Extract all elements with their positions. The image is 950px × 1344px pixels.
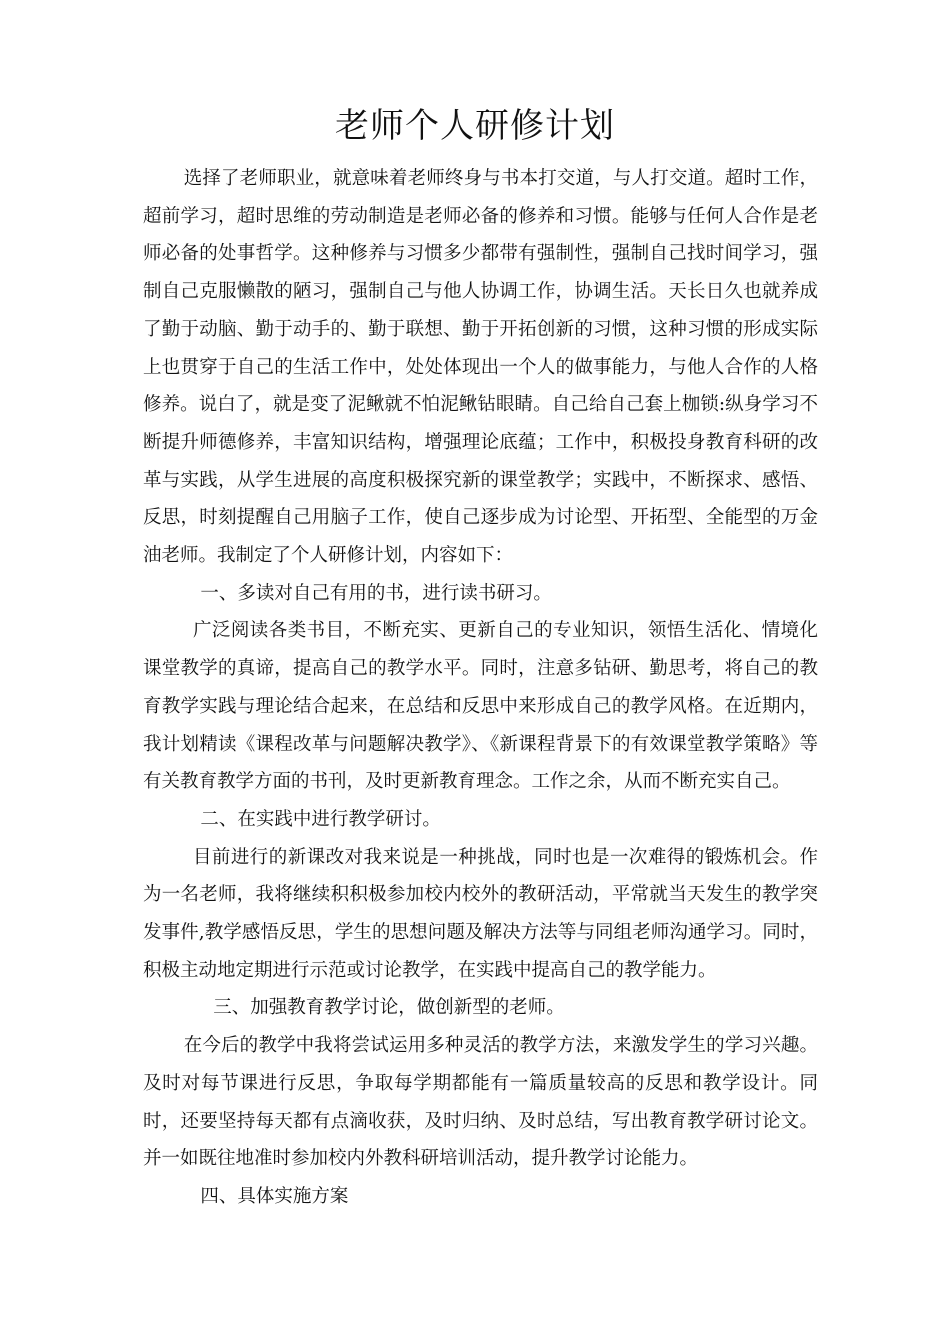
document-title: 老师个人研修计划 xyxy=(335,106,615,146)
section-3-paragraph: 在今后的教学中我将尝试运用多种灵活的教学方法，来激发学生的学习兴趣。及时对每节课进行反思，争取每学期都能有一篇质量较高的反思和教学设计。同时，还要坚持每天都有点滴收获，及时归纳、及时总结，写出教育教学研讨论文。并一如既往地准时参加校内外教科研培训活动，提升教学讨论能力。 xyxy=(143,1035,818,1170)
section-3-heading: 三、加强教育教学讨论，做创新型的老师。 xyxy=(213,997,565,1019)
intro-paragraph: 选择了老师职业，就意味着老师终身与书本打交道，与人打交道。超时工作，超前学习，超时思维的劳动制造是老师必备的修养和习惯。能够与任何人合作是老师必备的处事哲学。这种修养与习惯多少都带有强制性，强制自己找时间学习，强制自己克服懒散的陋习，强制自己与他人协调工作，协调生活。天长日久也就养成了勤于动脑、勤于动手的、勤于联想、勤于开拓创新的习惯，这种习惯的形成实际上也贯穿于自己的生活工作中，处处体现出一个人的做事能力，与他人合作的人格修养。说白了，就是变了泥鳅就不怕泥鳅钻眼睛。自己给自己套上枷锁:纵身学习不断提升师德修养，丰富知识结构，增强理论底蕴；工作中，积极投身教育科研的改革与实践，从学生进展的高度积极探究新的课堂教学；实践中，不断探求、感悟、反思，时刻提醒自己用脑子工作，使自己逐步成为讨论型、开拓型、全能型的万金油老师。我制定了个人研修计划，内容如下： xyxy=(143,168,818,567)
section-4-heading: 四、具体实施方案 xyxy=(200,1185,349,1207)
section-1-heading: 一、多读对自己有用的书，进行读书研习。 xyxy=(200,582,552,604)
section-2-heading: 二、在实践中进行教学研讨。 xyxy=(200,808,441,830)
section-2-paragraph: 目前进行的新课改对我来说是一种挑战，同时也是一次难得的锻炼机会。作为一名老师，我将继续积积极参加校内校外的教研活动，平常就当天发生的教学突发事件,教学感悟反思，学生的思想问题及解决方法等与同组老师沟通学习。同时，积极主动地定期进行示范或讨论教学，在实践中提高自己的教学能力。 xyxy=(143,846,818,981)
document-body xyxy=(143,160,818,1216)
section-1-paragraph: 广泛阅读各类书目，不断充实、更新自己的专业知识，领悟生活化、情境化课堂教学的真谛，提高自己的教学水平。同时，注意多钻研、勤思考，将自己的教育教学实践与理论结合起来，在总结和反思中来形成自己的教学风格。在近期内，我计划精读《课程改革与问题解决教学》、《新课程背景下的有效课堂教学策略》等有关教育教学方面的书刊，及时更新教育理念。工作之余，从而不断充实自己。 xyxy=(143,620,818,793)
